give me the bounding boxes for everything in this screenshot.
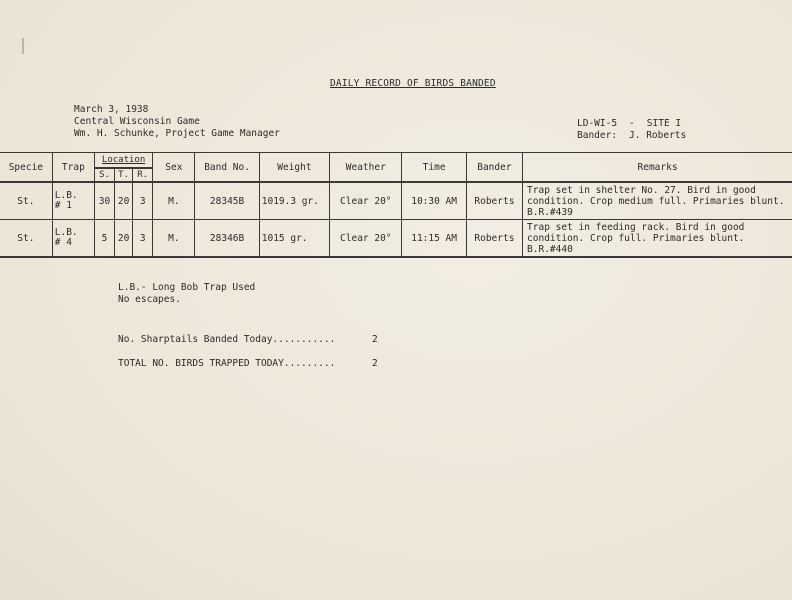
col-time: Time (402, 153, 466, 183)
cell-bander: Roberts (466, 220, 522, 258)
bander-name: J. Roberts (629, 130, 687, 141)
cell-remarks: Trap set in shelter No. 27. Bird in good condition. Crop medium full. Primaries blunt. B.R.#439 (523, 182, 792, 220)
cell-loc-s: 5 (94, 220, 114, 258)
table-row (0, 220, 792, 258)
organization: Central Wisconsin Game (74, 116, 200, 127)
trapped-label: TOTAL NO. BIRDS TRAPPED TODAY......... (118, 358, 336, 369)
cell-loc-t: 20 (115, 182, 133, 220)
cell-loc-s: 30 (94, 182, 114, 220)
col-sex: Sex (153, 153, 195, 183)
sharptails-label: No. Sharptails Banded Today........... (118, 334, 336, 345)
table-row (0, 182, 792, 220)
col-specie: Specie (0, 153, 52, 183)
trap-legend: L.B.- Long Bob Trap Used (118, 282, 256, 293)
cell-loc-r: 3 (133, 182, 153, 220)
cell-time: 10:30 AM (402, 182, 466, 220)
bander-label: Bander: (577, 130, 618, 141)
paper-mark (22, 38, 24, 54)
cell-remarks: Trap set in feeding rack. Bird in good condition. Crop full. Primaries blunt. B.R.#440 (523, 220, 792, 258)
col-weight: Weight (259, 153, 329, 183)
cell-specie: St. (0, 182, 52, 220)
header-left (74, 104, 280, 140)
header-right: LD-WI-5 - SITE I Bander: J. Roberts (577, 118, 687, 141)
cell-time: 11:15 AM (402, 220, 466, 258)
site-label: SITE I (646, 118, 682, 129)
col-weather: Weather (330, 153, 402, 183)
col-bander: Bander (466, 153, 522, 183)
cell-loc-t: 20 (115, 220, 133, 258)
cell-bander: Roberts (466, 182, 522, 220)
col-location: Location (94, 153, 152, 169)
cell-weather: Clear 20° (330, 182, 402, 220)
project-manager: Wm. H. Schunke, Project Game Manager (74, 128, 280, 139)
col-loc-r: R. (133, 168, 153, 182)
site-code: LD-WI-5 (577, 118, 618, 129)
col-remarks: Remarks (523, 153, 792, 183)
cell-sex: M. (153, 182, 195, 220)
cell-weight: 1015 gr. (259, 220, 329, 258)
cell-specie: St. (0, 220, 52, 258)
col-band-no: Band No. (195, 153, 259, 183)
cell-band-no: 28346B (195, 220, 259, 258)
document-title: DAILY RECORD OF BIRDS BANDED (330, 78, 496, 89)
cell-weather: Clear 20° (330, 220, 402, 258)
cell-weight: 1019.3 gr. (259, 182, 329, 220)
cell-trap: L.B. # 1 (52, 182, 94, 220)
escapes-note: No escapes. (118, 294, 181, 305)
col-loc-t: T. (115, 168, 133, 182)
record-date: March 3, 1938 (74, 104, 149, 115)
sharptails-value: 2 (372, 334, 378, 345)
cell-loc-r: 3 (133, 220, 153, 258)
cell-band-no: 28345B (195, 182, 259, 220)
trapped-value: 2 (372, 358, 378, 369)
banding-table (0, 152, 792, 258)
notes (118, 282, 255, 306)
col-trap: Trap (52, 153, 94, 183)
col-loc-s: S. (94, 168, 114, 182)
cell-sex: M. (153, 220, 195, 258)
cell-trap: L.B. # 4 (52, 220, 94, 258)
